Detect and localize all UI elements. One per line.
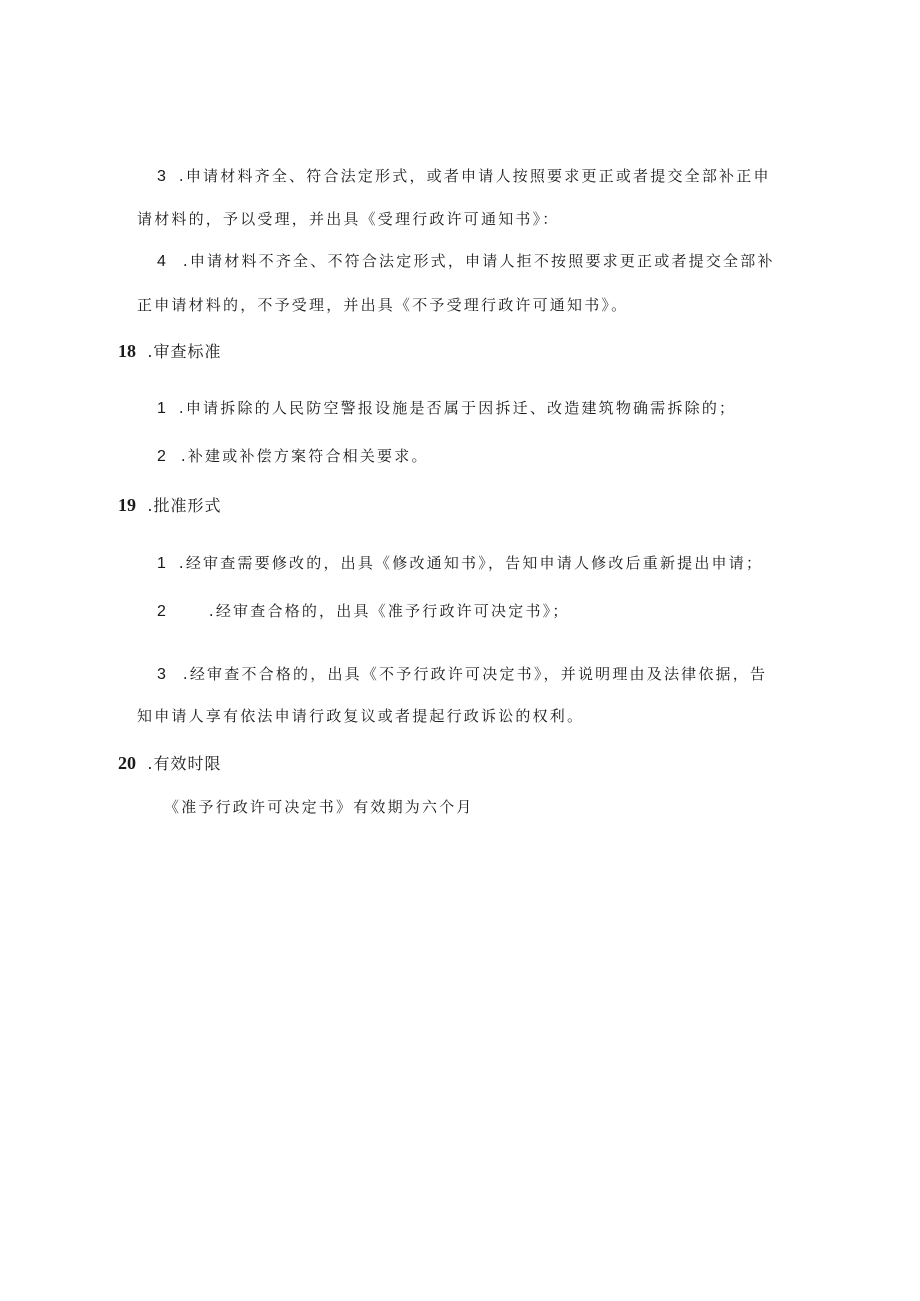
section-20-heading [118, 752, 222, 775]
s19-item3-text-1: .经审查不合格的，出具《不予行政许可决定书》，并说明理由及法律依据，告 [182, 665, 768, 683]
section-18-heading [118, 340, 222, 363]
s19-item2-text: .经审查合格的，出具《准予行政许可决定书》； [208, 602, 570, 620]
s17-item4-line2 [137, 295, 628, 315]
s20-text [164, 797, 474, 817]
s18-item2 [157, 446, 429, 467]
s17-item3-number: 3 [157, 168, 166, 185]
s20-validity-text: 《准予行政许可决定书》有效期为六个月 [164, 798, 474, 816]
section-19-title: .批准形式 [147, 496, 222, 515]
s17-item4-number: 4 [157, 253, 166, 270]
s18-item1 [157, 398, 736, 419]
s18-item1-number: 1 [157, 400, 166, 417]
s19-item3-text-2: 知申请人享有依法申请行政复议或者提起行政诉讼的权利。 [137, 707, 585, 725]
s19-item3-line1 [157, 664, 767, 685]
s19-item3-number: 3 [157, 666, 166, 683]
s17-item3-line1 [157, 166, 771, 187]
section-20-number: 20 [118, 753, 136, 773]
s18-item1-text: .申请拆除的人民防空警报设施是否属于因拆迁、改造建筑物确需拆除的； [178, 399, 737, 417]
s19-item1 [157, 553, 763, 574]
section-20-title: .有效时限 [147, 754, 222, 773]
s19-item2 [157, 601, 570, 622]
section-19-number: 19 [118, 495, 136, 515]
s17-item3-text-2: 请材料的，予以受理，并出具《受理行政许可通知书》： [137, 210, 560, 228]
s17-item3-text-1: .申请材料齐全、符合法定形式，或者申请人按照要求更正或者提交全部补正申 [178, 167, 771, 185]
section-18-number: 18 [118, 341, 136, 361]
s17-item4-text-2: 正申请材料的，不予受理，并出具《不予受理行政许可通知书》。 [137, 296, 629, 314]
s17-item3-line2 [137, 209, 560, 229]
s17-item4-text-1: .申请材料不齐全、不符合法定形式，申请人拒不按照要求更正或者提交全部补 [182, 252, 775, 270]
s19-item2-number: 2 [157, 603, 166, 620]
s18-item2-text: .补建或补偿方案符合相关要求。 [180, 447, 429, 465]
s19-item1-number: 1 [157, 555, 166, 572]
s17-item4-line1 [157, 251, 775, 272]
s19-item3-line2 [137, 706, 584, 726]
s18-item2-number: 2 [157, 448, 166, 465]
section-19-heading [118, 494, 222, 517]
section-18-title: .审查标准 [147, 342, 222, 361]
s19-item1-text: .经审查需要修改的，出具《修改通知书》，告知申请人修改后重新提出申请； [178, 554, 764, 572]
